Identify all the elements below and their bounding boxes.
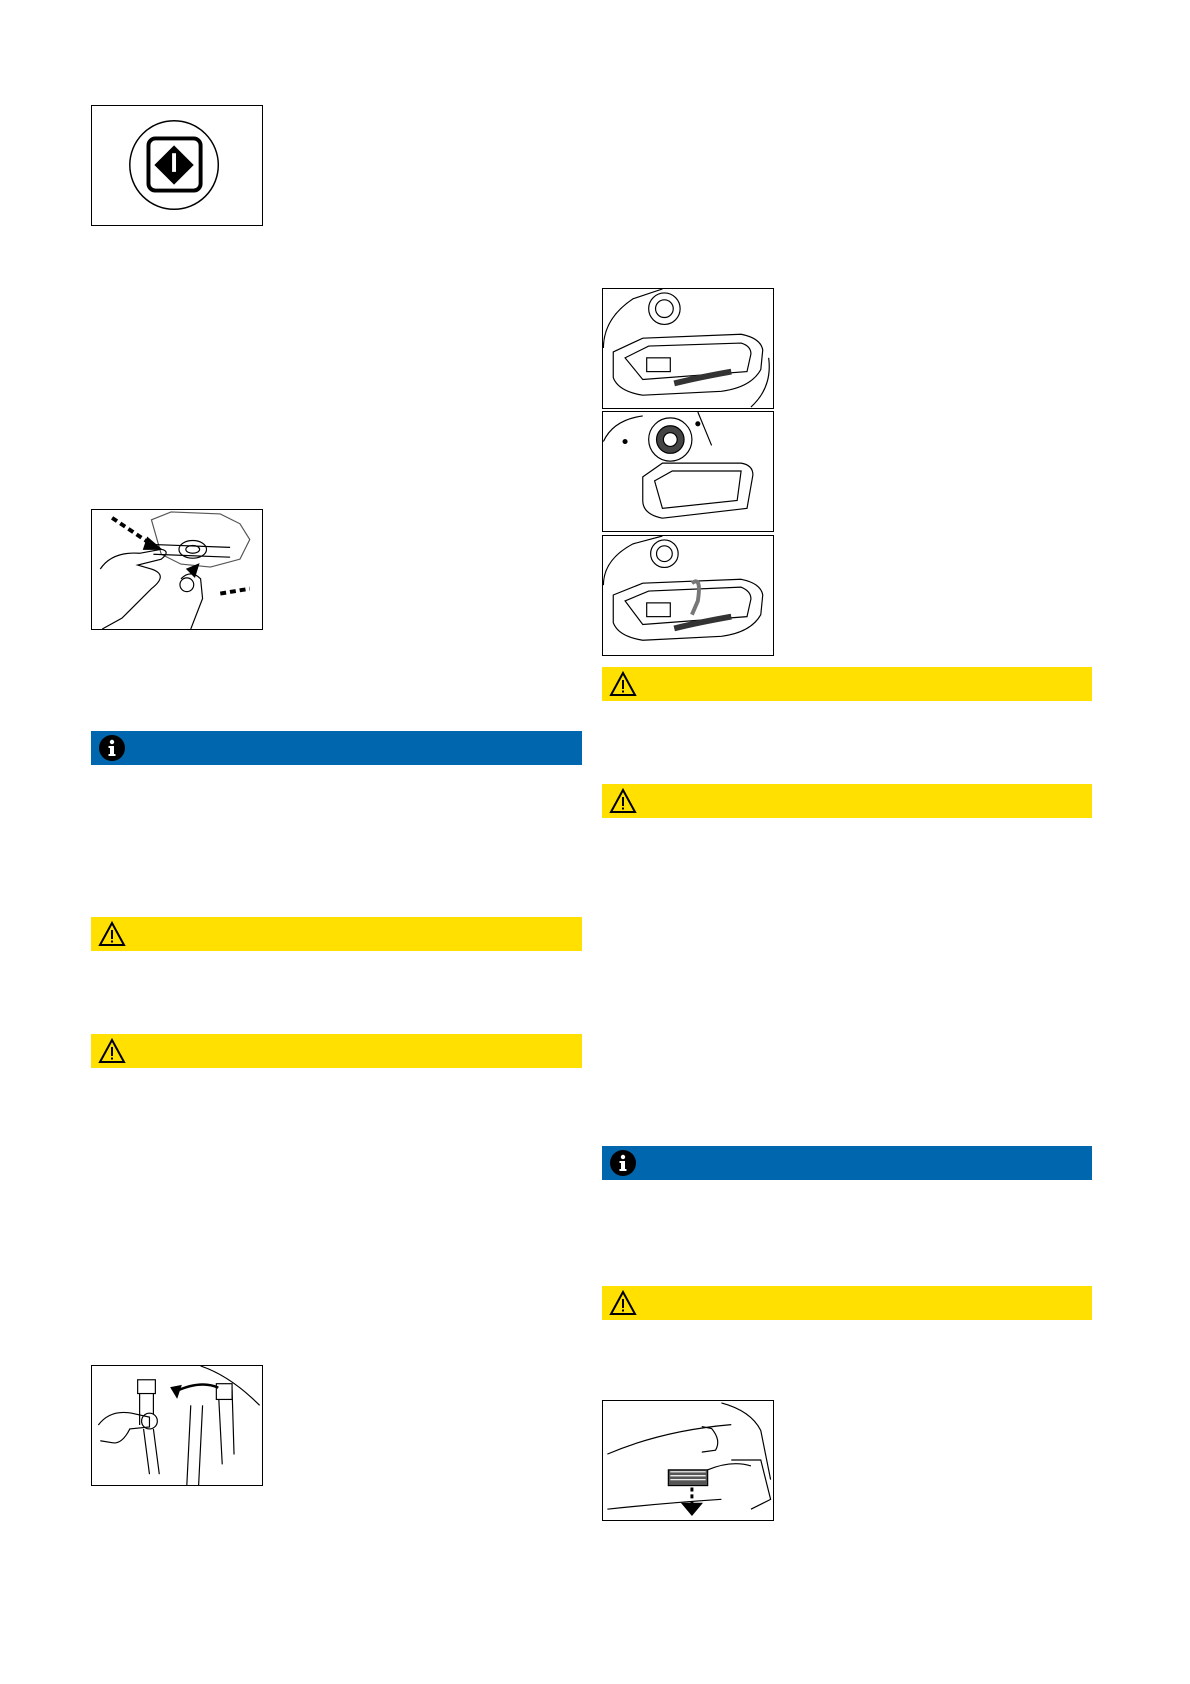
warning-notice-bar bbox=[602, 784, 1092, 818]
container-with-hose-illustration bbox=[603, 536, 773, 655]
warning-triangle-icon bbox=[609, 1289, 637, 1317]
warning-notice-bar bbox=[602, 667, 1092, 701]
warning-notice-bar bbox=[91, 1034, 582, 1068]
warning-notice-bar bbox=[602, 1286, 1092, 1320]
hose-coupling-figure bbox=[91, 1365, 263, 1486]
warning-triangle-icon bbox=[609, 670, 637, 698]
start-button-symbol-icon bbox=[92, 106, 262, 225]
hands-squeezing-clamp-illustration bbox=[92, 510, 262, 629]
container-hose-figure bbox=[602, 535, 774, 656]
info-icon bbox=[98, 734, 126, 762]
container-cover-figure bbox=[602, 288, 774, 409]
info-icon bbox=[609, 1149, 637, 1177]
clamp-release-figure bbox=[91, 509, 263, 630]
drain-pull-figure bbox=[602, 1400, 774, 1521]
info-notice-bar bbox=[602, 1146, 1092, 1180]
container-filter-illustration bbox=[603, 412, 773, 531]
warning-triangle-icon bbox=[609, 787, 637, 815]
warning-triangle-icon bbox=[98, 1037, 126, 1065]
container-filter-figure bbox=[602, 411, 774, 532]
warning-notice-bar bbox=[91, 917, 582, 951]
hose-coupling-illustration bbox=[92, 1366, 262, 1485]
pull-down-drain-illustration bbox=[603, 1401, 773, 1520]
warning-triangle-icon bbox=[98, 920, 126, 948]
start-button-figure bbox=[91, 105, 263, 226]
container-open-cover-illustration bbox=[603, 289, 773, 408]
info-notice-bar bbox=[91, 731, 582, 765]
